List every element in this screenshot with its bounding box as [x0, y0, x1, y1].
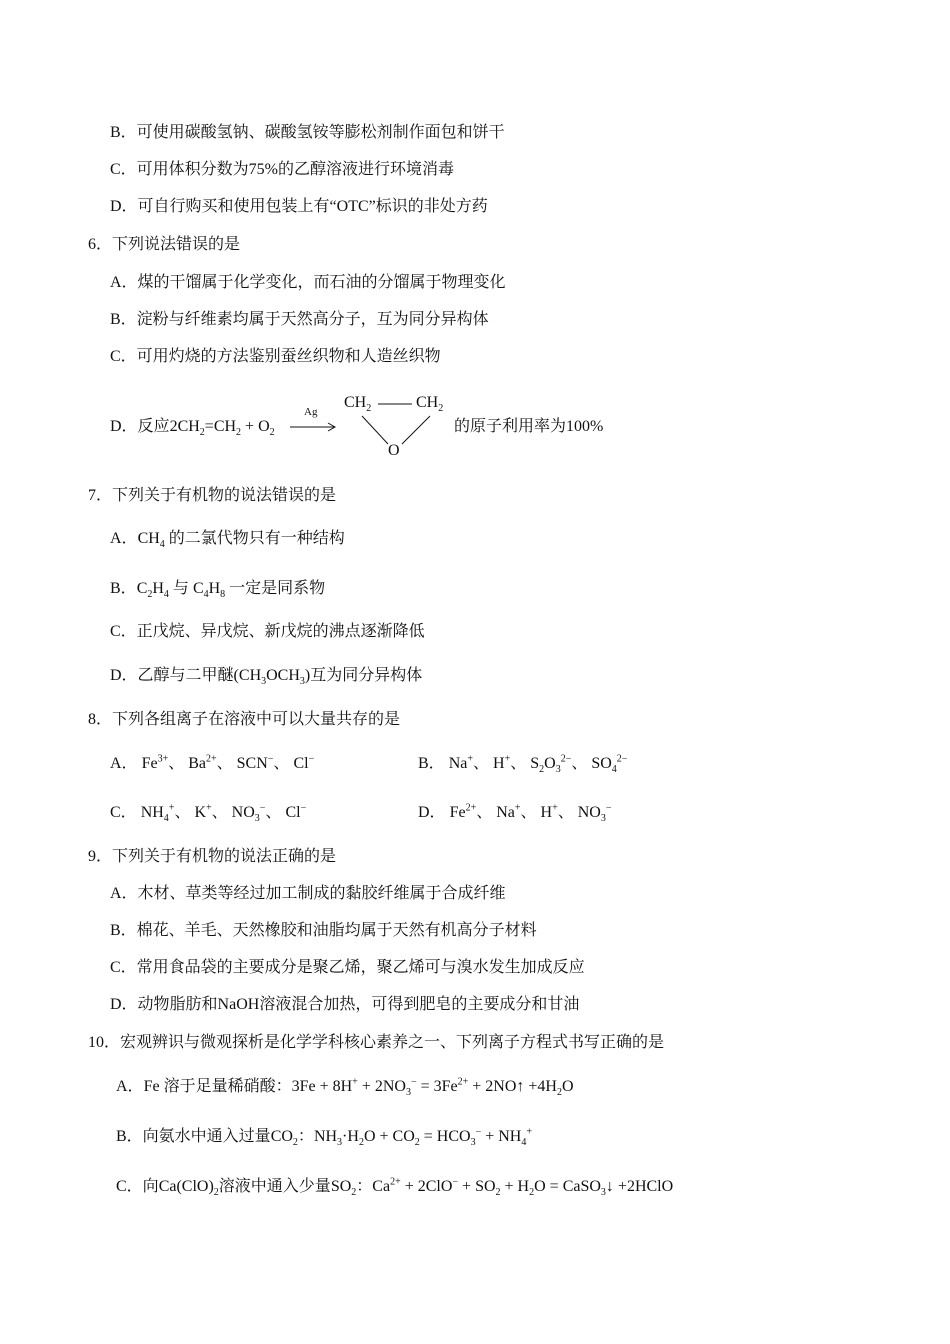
catalyst-label: Ag [304, 406, 318, 418]
reaction-arrow [290, 406, 338, 436]
q6-d-suffix: 的原子利用率为100% [454, 418, 604, 435]
q7-stem: 7．下列关于有机物的说法错误的是 [88, 487, 337, 504]
q9-option-c: C．常用食品袋的主要成分是聚乙烯，聚乙烯可与溴水发生加成反应 [110, 959, 585, 976]
q10-option-b: B．向氨水中通入过量$CO_2$：$NH_3\cdot H_2O + CO_2 = HCO_3^- + NH_4^+$ [116, 1126, 532, 1149]
q9-option-b: B．棉花、羊毛、天然橡胶和油脂均属于天然有机高分子材料 [110, 922, 537, 939]
q7-option-c: C．正戊烷、异戊烷、新戊烷的沸点逐渐降低 [110, 623, 425, 640]
q7-option-b: B．$C_2H_4$ 与 $C_4H_8$ 一定是同系物 [110, 580, 326, 601]
q8-option-d: D． $Fe^{2+}$、 Na+、 H+、 $NO_3^-$ [418, 802, 612, 825]
q6-d-prefix: D．反应 [110, 418, 170, 435]
q8-option-b: B． Na+、 H+、 $S_2O_3^{2-}$、 $SO_4^{2-}$ [418, 753, 628, 776]
struct-ch2-right: $CH_2$ [416, 394, 444, 415]
q10-option-a: A．Fe 溶于足量稀硝酸：$3Fe + 8H^+ + 2NO_3^- = 3Fe^{2+}$ + 2NO↑ $+4H_2O$ [116, 1076, 574, 1099]
struct-oxygen: O [388, 442, 400, 459]
q9-option-a: A．木材、草类等经过加工制成的黏胶纤维属于合成纤维 [110, 885, 506, 902]
q10-stem: 10．宏观辨识与微观探析是化学学科核心素养之一、下列离子方程式书写正确的是 [88, 1034, 665, 1051]
q7-option-a: A．$CH_4$ 的二氯代物只有一种结构 [110, 530, 345, 551]
q5-option-d: D．可自行购买和使用包装上有“OTC”标识的非处方药 [110, 198, 488, 215]
ethylene-oxide-structure [340, 394, 452, 464]
q9-option-d: D．动物脂肪和NaOH溶液混合加热，可得到肥皂的主要成分和甘油 [110, 996, 580, 1013]
q5-option-c: C．可用体积分数为75%的乙醇溶液进行环境消毒 [110, 161, 455, 178]
q8-option-a: A． $Fe^{3+}$、 $Ba^{2+}$、 SCN−、 Cl− [110, 753, 315, 772]
q6-d-equation: $2CH_2=CH_2 + O_2$ [169, 418, 275, 439]
q8-stem: 8．下列各组离子在溶液中可以大量共存的是 [88, 711, 401, 728]
q5-option-b: B．可使用碳酸氢钠、碳酸氢铵等膨松剂制作面包和饼干 [110, 124, 505, 141]
struct-ch2-left: $CH_2$ [344, 394, 372, 415]
q6-option-c: C．可用灼烧的方法鉴别蚕丝织物和人造丝织物 [110, 348, 441, 365]
q6-option-b: B．淀粉与纤维素均属于天然高分子，互为同分异构体 [110, 311, 489, 328]
q8-option-c: C． $NH_4^+$、 K+、 $NO_3^-$、 Cl− [110, 802, 307, 825]
q6-stem: 6．下列说法错误的是 [88, 236, 241, 253]
q10-option-c: C．向$Ca(ClO)_2$溶液中通入少量$SO_2$：$Ca^{2+} + 2ClO^- + SO_2 + H_2O$ = CaSO$_3$↓ +2HClO [116, 1176, 674, 1199]
q6-option-a: A．煤的干馏属于化学变化，而石油的分馏属于物理变化 [110, 274, 506, 291]
q9-stem: 9．下列关于有机物的说法正确的是 [88, 848, 337, 865]
q7-option-d: D．乙醇与二甲醚$(CH_3OCH_3)$互为同分异构体 [110, 667, 423, 688]
q6-option-d [110, 416, 275, 438]
